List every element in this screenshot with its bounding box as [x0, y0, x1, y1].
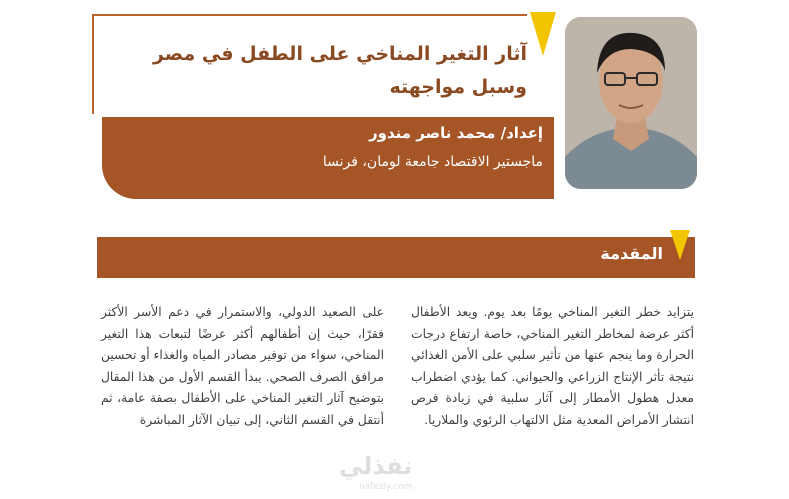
body-column-right: [411, 302, 694, 432]
section-heading: المقدمة: [600, 244, 663, 263]
author-photo: [565, 17, 697, 189]
watermark-logo: [339, 452, 449, 496]
author-name: إعداد/ محمد ناصر مندور: [369, 124, 543, 142]
section-triangle-icon: [670, 230, 690, 260]
watermark-main-text: نفذلي: [339, 452, 413, 480]
article-title: [107, 38, 527, 104]
body-paragraph-left: على الصعيد الدولي، والاستمرار في دعم الأسر الأكثر فقرًا، حيث إن أطفالهم أكثر عرضًا لتبعات هذا التغير المناخي، سواء من توفير مصادر المياه والغذاء أو تحسين مرافق الصرف الصحي. يبدأ القسم الأول من هذا المقال بتوضيح آثار التغير المناخي على الأطفال بصفة عامة، ثم أنتقل في القسم الثاني، إلى تبيان الآثار المباشرة: [101, 305, 384, 427]
author-affiliation: ماجستير الاقتصاد جامعة لومان، فرنسا: [322, 154, 543, 170]
watermark-sub-text: nafezly.com: [359, 482, 413, 492]
article-title-line-1: آثار التغير المناخي على الطفل في مصر: [152, 43, 527, 65]
author-portrait-icon: [565, 17, 697, 189]
body-column-left: [101, 302, 384, 432]
body-paragraph-right: يتزايد خطر التغير المناخي يومًا بعد يوم. ويعد الأطفال أكثر عرضة لمخاطر التغير المناخي، خاصة ارتفاع درجات الحرارة وما ينجم عنها من تأثير سلبي على الأمن الغذائي نتيجة تأثر الإنتاج الزراعي والحيواني. كما يؤدي اضطراب معدل هطول الأمطار إلى آثار سلبية في زيادة فرص انتشار الأمراض المعدية مثل الالتهاب الرئوي والملاريا.: [411, 305, 694, 427]
title-triangle-icon: [530, 12, 556, 56]
article-title-line-2: وسبل مواجهته: [389, 76, 527, 98]
